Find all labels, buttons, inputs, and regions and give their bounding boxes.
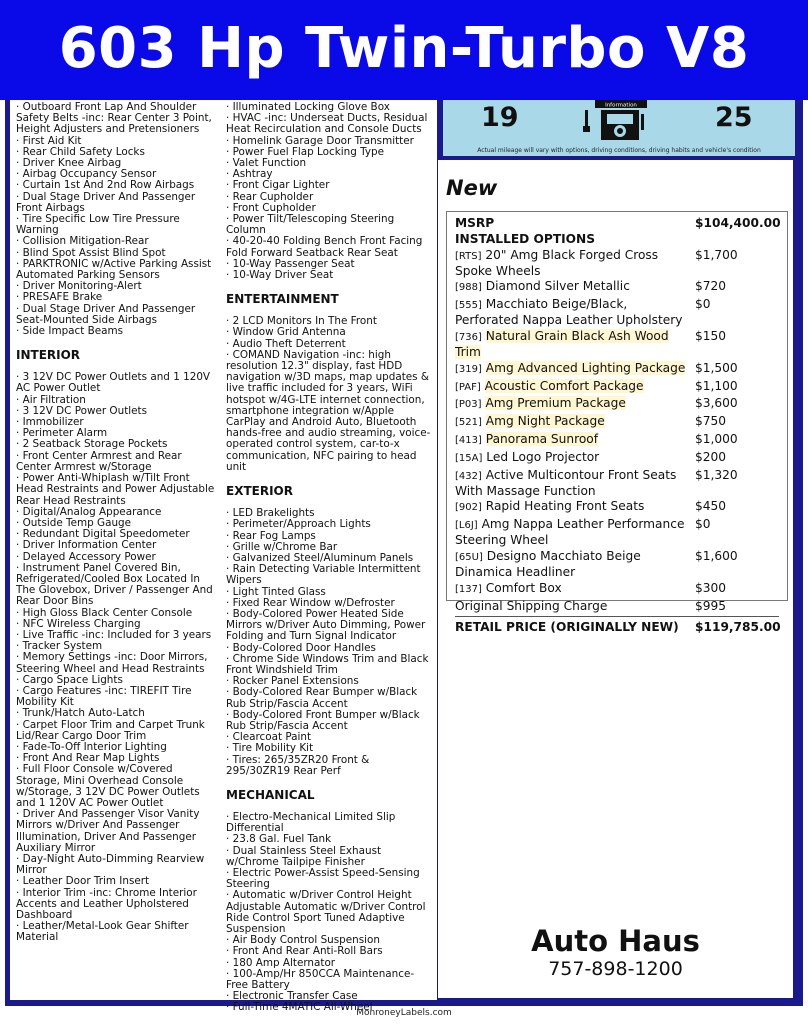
feature-item: · Ashtray	[226, 168, 273, 181]
shipping-value: $995	[695, 598, 727, 613]
option-price: $0	[695, 517, 711, 532]
headline-text: 603 Hp Twin-Turbo V8	[58, 16, 750, 81]
feature-item: · Day-Night Auto-Dimming Rearview Mirror	[16, 853, 205, 877]
option-row	[455, 297, 779, 327]
feature-item: · Tire Specific Low Tire Pressure Warning	[16, 213, 180, 237]
retail-price-label: RETAIL PRICE (ORIGINALLY NEW)	[455, 619, 679, 634]
fuel-economy-box	[443, 100, 795, 156]
option-price: $3,600	[695, 396, 738, 411]
feature-item: · Clearcoat Paint	[226, 731, 312, 744]
option-description	[455, 432, 695, 448]
option-row	[455, 581, 779, 597]
option-row	[455, 361, 779, 377]
option-price: $300	[695, 580, 727, 595]
option-row	[455, 549, 779, 579]
option-name: Amg Advanced Lighting Package	[485, 360, 686, 375]
option-row	[455, 379, 779, 395]
feature-item: · 2 LCD Monitors In The Front	[226, 315, 377, 328]
options-list	[455, 248, 779, 597]
option-name: Amg Night Package	[485, 414, 605, 429]
option-row	[455, 499, 779, 515]
headline-banner	[0, 0, 808, 100]
feature-item: · Perimeter Alarm	[16, 427, 108, 440]
msrp-value: $104,400.00	[695, 216, 781, 230]
feature-item: · Front Cigar Lighter	[226, 179, 330, 192]
option-name: Panorama Sunroof	[485, 431, 599, 446]
feature-item: · Automatic w/Driver Control Height Adjustable Automatic w/Driver Control Ride Control Sport Tuned Adaptive Suspension	[226, 889, 426, 935]
feature-item: · Fade-To-Off Interior Lighting	[16, 740, 167, 753]
option-price: $200	[695, 449, 727, 464]
option-code: [RTS]	[455, 250, 482, 262]
feature-item: · Rear Fog Lamps	[226, 529, 316, 542]
price-sticker	[446, 211, 788, 634]
option-description	[455, 329, 695, 359]
dealer-block	[438, 925, 793, 981]
option-code: [65U]	[455, 551, 483, 563]
option-name: Amg Premium Package	[485, 396, 626, 411]
feature-item: · Memory Settings -inc: Door Mirrors, Steering Wheel and Head Restraints	[16, 651, 208, 675]
option-name: Rapid Heating Front Seats	[485, 499, 645, 514]
feature-item: · Perimeter/Approach Lights	[226, 518, 371, 531]
feature-item: · Outside Temp Gauge	[16, 516, 132, 529]
option-code: [15A]	[455, 452, 483, 464]
feature-item: · Blind Spot Assist Blind Spot	[16, 246, 166, 259]
feature-item: · Galvanized Steel/Aluminum Panels	[226, 551, 414, 564]
option-name: Active Multicontour Front Seats With Massage Function	[455, 467, 677, 498]
feature-item: · Instrument Panel Covered Bin, Refrigerated/Cooled Box Located In The Glovebox, Driver / Passenger And Rear Door Bins	[16, 561, 213, 608]
feature-item: · Driver Monitoring-Alert	[16, 280, 142, 293]
feature-item: · 180 Amp Alternator	[226, 956, 336, 969]
feature-item: · Electro-Mechanical Limited Slip Differential	[226, 810, 396, 835]
installed-options-heading	[455, 232, 779, 246]
dealer-name: Auto Haus	[531, 924, 700, 958]
feature-item: · Front Cupholder	[226, 201, 316, 214]
option-price: $1,500	[695, 360, 738, 375]
option-code: [521]	[455, 417, 482, 429]
feature-item: · Interior Trim -inc: Chrome Interior Accents and Leather Upholstered Dashboard	[16, 886, 197, 922]
feature-item: · Leather/Metal-Look Gear Shifter Material	[16, 920, 189, 944]
feature-item: · 23.8 Gal. Fuel Tank	[226, 833, 332, 846]
feature-item: · Front And Rear Anti-Roll Bars	[226, 945, 383, 958]
feature-item: · Tires: 265/35ZR20 Front & 295/30ZR19 Rear Perf	[226, 753, 370, 777]
dealer-phone: 757-898-1200	[548, 958, 683, 980]
option-code: [736]	[455, 331, 482, 343]
feature-item: · Full-Time 4MATIC All-Wheel	[226, 1001, 373, 1014]
option-code: [988]	[455, 282, 482, 294]
option-name: Led Logo Projector	[486, 449, 600, 464]
feature-item: · Audio Theft Deterrent	[226, 337, 346, 350]
feature-item: · Cargo Features -inc: TIREFIT Tire Mobility Kit	[16, 684, 192, 709]
footer-credit: MonroneyLabels.com	[356, 1008, 452, 1018]
option-row	[455, 329, 779, 359]
feature-item: · Power Anti-Whiplash w/Tilt Front Head Restraints and Power Adjustable Rear Head Restraints	[16, 472, 215, 507]
feature-item: · Airbag Occupancy Sensor	[16, 168, 157, 181]
mpg-highway: 25	[715, 102, 753, 133]
feature-item: · Cargo Space Lights	[16, 673, 123, 686]
feature-item: · Side Impact Beams	[16, 325, 124, 338]
feature-item: · Immobilizer	[16, 416, 84, 429]
option-description	[455, 450, 695, 466]
feature-item: · Chrome Side Windows Trim and Black Front Windshield Trim	[226, 652, 429, 676]
option-description	[455, 361, 695, 377]
option-row	[455, 450, 779, 466]
feature-item: · Tire Mobility Kit	[226, 742, 314, 755]
option-name: Amg Nappa Leather Performance Steering Wheel	[455, 517, 685, 548]
option-code: [137]	[455, 583, 482, 595]
option-code: [PAF]	[455, 381, 481, 393]
feature-item: · Dual Stage Driver And Passenger Seat-Mounted Side Airbags	[16, 302, 196, 326]
feature-section-heading: MECHANICAL	[226, 787, 315, 802]
option-row	[455, 279, 779, 295]
shipping-row	[455, 599, 779, 613]
option-code: [P03]	[455, 399, 482, 411]
option-description	[455, 414, 695, 430]
feature-item: · Outboard Front Lap And Shoulder Safety Belts -inc: Rear Center 3 Point, Height Adjusters and Pretensioners	[16, 101, 212, 136]
feature-item: · Window Grid Antenna	[226, 326, 346, 339]
feature-item: · Air Filtration	[16, 393, 86, 406]
feature-item: · 40-20-40 Folding Bench Front Facing Fold Forward Seatback Rear Seat	[226, 235, 423, 259]
option-code: [L6J]	[455, 520, 478, 532]
shipping-label: Original Shipping Charge	[455, 598, 608, 613]
feature-item: · HVAC -inc: Underseat Ducts, Residual Heat Recirculation and Console Ducts	[226, 112, 428, 136]
msrp-label: MSRP	[455, 216, 495, 230]
option-row	[455, 248, 779, 278]
option-name: Designo Macchiato Beige Dinamica Headliner	[455, 548, 641, 579]
feature-item: · Body-Colored Front Bumper w/Black Rub Strip/Fascia Accent	[226, 708, 420, 732]
option-price: $720	[695, 279, 727, 294]
feature-item: · NFC Wireless Charging	[16, 617, 141, 630]
feature-item: · Body-Colored Rear Bumper w/Black Rub Strip/Fascia Accent	[226, 686, 418, 710]
option-code: [432]	[455, 470, 482, 482]
option-description	[455, 499, 695, 515]
option-description	[455, 396, 695, 412]
features-column-2	[226, 102, 434, 1014]
option-name: Macchiato Beige/Black, Perforated Nappa Leather Upholstery	[455, 297, 683, 328]
option-description	[455, 549, 695, 579]
feature-item: · Valet Function	[226, 157, 307, 170]
feature-item: · Grille w/Chrome Bar	[226, 540, 338, 553]
option-row	[455, 517, 779, 547]
feature-item: · Front And Rear Map Lights	[16, 752, 160, 765]
feature-item: · 10-Way Passenger Seat	[226, 257, 355, 270]
feature-item: · Dual Stage Driver And Passenger Front Airbags	[16, 190, 196, 214]
feature-item: · Body-Colored Door Handles	[226, 641, 376, 654]
retail-price-row	[455, 616, 779, 634]
retail-price-value: $119,785.00	[695, 619, 781, 634]
feature-item: · Dual Stainless Steel Exhaust w/Chrome Tailpipe Finisher	[226, 844, 382, 868]
feature-item: · Driver Knee Airbag	[16, 157, 122, 170]
feature-item: · PARKTRONIC w/Active Parking Assist Automated Parking Sensors	[16, 257, 212, 282]
feature-item: · 100-Amp/Hr 850CCA Maintenance-Free Battery	[226, 967, 415, 992]
feature-item: · Homelink Garage Door Transmitter	[226, 134, 414, 147]
option-row	[455, 468, 779, 498]
mpg-city: 19	[481, 102, 519, 133]
option-name: Natural Grain Black Ash Wood Trim	[455, 328, 669, 359]
feature-item: · Rocker Panel Extensions	[226, 675, 359, 688]
feature-item: · Live Traffic -inc: Included for 3 years	[16, 628, 212, 641]
option-name: 20" Amg Black Forged Cross Spoke Wheels	[455, 247, 659, 278]
feature-item: · Electronic Transfer Case	[226, 990, 358, 1003]
option-price: $1,000	[695, 431, 738, 446]
feature-section-heading: EXTERIOR	[226, 484, 293, 499]
feature-item: · 3 12V DC Power Outlets	[16, 404, 148, 417]
feature-item: · Driver And Passenger Visor Vanity Mirrors w/Driver And Passenger Illumination, Driver And Passenger Auxiliary Mirror	[16, 808, 200, 854]
feature-item: · Full Floor Console w/Covered Storage, Mini Overhead Console w/Storage, 3 12V DC Power Outlets and 1 120V AC Power Outlet	[16, 763, 200, 809]
pump-label: Information	[605, 102, 637, 109]
feature-item: · Leather Door Trim Insert	[16, 875, 150, 888]
feature-item: · Trunk/Hatch Auto-Latch	[16, 707, 145, 720]
feature-section-heading: ENTERTAINMENT	[226, 292, 339, 307]
feature-item: · Delayed Accessory Power	[16, 550, 156, 563]
option-row	[455, 432, 779, 448]
option-price: $450	[695, 499, 727, 514]
option-name: Diamond Silver Metallic	[485, 279, 630, 294]
feature-item: · 2 Seatback Storage Pockets	[16, 438, 168, 451]
feature-item: · Power Fuel Flap Locking Type	[226, 145, 384, 158]
feature-item: · High Gloss Black Center Console	[16, 606, 193, 619]
feature-item: · Power Tilt/Telescoping Steering Column	[226, 213, 395, 237]
option-code: [555]	[455, 300, 482, 312]
option-code: [902]	[455, 502, 482, 514]
option-description	[455, 248, 695, 278]
option-description	[455, 517, 695, 547]
option-price: $0	[695, 297, 711, 312]
feature-item: · Driver Information Center	[16, 539, 157, 552]
feature-item: · Rear Child Safety Locks	[16, 145, 145, 158]
option-code: [319]	[455, 363, 482, 375]
feature-item: · PRESAFE Brake	[16, 291, 103, 304]
option-code: [413]	[455, 434, 482, 446]
option-description	[455, 279, 695, 295]
feature-item: · Air Body Control Suspension	[226, 934, 380, 947]
fuel-disclaimer: Actual mileage will vary with options, driving conditions, driving habits and vehicle's condition	[477, 147, 761, 154]
installed-options-label: INSTALLED OPTIONS	[455, 231, 596, 246]
feature-item: · 10-Way Driver Seat	[226, 269, 334, 282]
condition-label: New	[446, 176, 498, 200]
feature-item: · LED Brakelights	[226, 507, 315, 520]
fuel-pump-icon	[581, 100, 659, 142]
option-price: $150	[695, 328, 727, 343]
features-column-1	[16, 102, 216, 944]
option-name: Comfort Box	[485, 580, 562, 595]
option-description	[455, 468, 695, 498]
feature-item: · Fixed Rear Window w/Defroster	[226, 596, 395, 609]
feature-item: · Light Tinted Glass	[226, 585, 326, 598]
option-price: $1,100	[695, 378, 738, 393]
feature-item: · Rain Detecting Variable Intermittent Wipers	[226, 563, 421, 587]
feature-item: · Carpet Floor Trim and Carpet Trunk Lid/Rear Cargo Door Trim	[16, 718, 205, 742]
feature-item: · Curtain 1st And 2nd Row Airbags	[16, 179, 195, 192]
option-description	[455, 297, 695, 327]
option-price: $1,600	[695, 548, 738, 563]
feature-item: · Rear Cupholder	[226, 190, 314, 203]
feature-item: · First Aid Kit	[16, 134, 82, 147]
feature-item: · Front Center Armrest and Rear Center Armrest w/Storage	[16, 449, 182, 473]
option-price: $750	[695, 414, 727, 429]
feature-item: · Collision Mitigation-Rear	[16, 235, 149, 248]
option-price: $1,320	[695, 467, 738, 482]
feature-item: · Tracker System	[16, 640, 103, 653]
option-name: Acoustic Comfort Package	[484, 378, 644, 393]
feature-item: · Redundant Digital Speedometer	[16, 528, 190, 541]
option-description	[455, 581, 695, 597]
feature-item: · Digital/Analog Appearance	[16, 505, 162, 518]
feature-item: · Electric Power-Assist Speed-Sensing Steering	[226, 866, 420, 891]
option-description	[455, 379, 695, 395]
feature-item: · Illuminated Locking Glove Box	[226, 101, 390, 113]
option-row	[455, 396, 779, 412]
feature-section-heading: INTERIOR	[16, 348, 81, 363]
feature-item: · 3 12V DC Power Outlets and 1 120V AC Power Outlet	[16, 371, 211, 395]
feature-item: · Body-Colored Power Heated Side Mirrors w/Driver Auto Dimming, Power Folding and Turn Signal Indicator	[226, 607, 426, 643]
option-row	[455, 414, 779, 430]
option-price: $1,700	[695, 247, 738, 262]
msrp-row	[455, 216, 779, 230]
pricing-panel	[438, 160, 793, 998]
feature-item: · COMAND Navigation -inc: high resolution 12.3" display, fast HDD navigation w/3D maps, map updates & live traffic included for 3 years, WiFi hotspot w/4G-LTE internet connection, smartphone integration w/Apple CarPlay and Android Auto, Bluetooth hands-free and audio streaming, voice-operated control system, car-to-x communication, NFC pairing to head unit	[226, 348, 431, 473]
